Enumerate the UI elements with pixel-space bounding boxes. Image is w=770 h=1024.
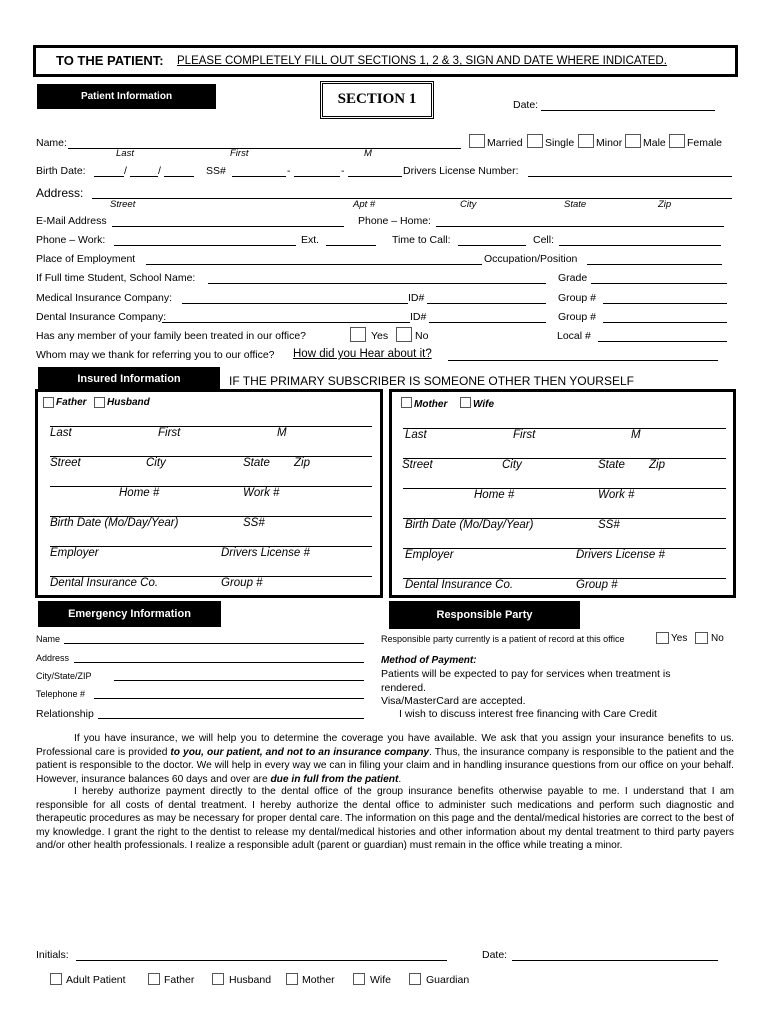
drivers-license-label: Drivers License Number: (403, 165, 519, 177)
minor-label: Minor (596, 137, 623, 149)
responsible-yes-checkbox[interactable] (656, 632, 669, 644)
dental-ins-label: Dental Insurance Company: (36, 311, 167, 323)
email-field[interactable] (112, 226, 344, 227)
time-to-call-label: Time to Call: (392, 234, 451, 246)
minor-checkbox[interactable] (578, 134, 594, 148)
insured-note: IF THE PRIMARY SUBSCRIBER IS SOMEONE OTHER THEN YOURSELF (229, 374, 634, 388)
insured-left-dl: Drivers License # (221, 547, 310, 559)
insured-info-title: Insured Information (38, 367, 220, 392)
name-sub-m: M (364, 148, 372, 159)
treated-yes-checkbox[interactable] (350, 327, 366, 342)
insured-right-dental: Dental Insurance Co. (405, 579, 514, 591)
phone-work-field[interactable] (114, 245, 296, 246)
hear-about-label: How did you Hear about it? (293, 348, 432, 360)
treated-yes-label: Yes (371, 330, 389, 342)
occupation-field[interactable] (587, 264, 722, 265)
time-to-call-field[interactable] (458, 245, 526, 246)
school-name-field[interactable] (208, 283, 546, 284)
ss-field-3[interactable] (348, 176, 402, 177)
treated-no-label: No (415, 330, 429, 342)
birth-slash: / (124, 165, 127, 177)
sign-husband-label: Husband (229, 974, 272, 986)
phone-home-field[interactable] (436, 226, 724, 227)
emergency-telephone-field[interactable] (94, 698, 364, 699)
method-of-payment-title: Method of Payment: (381, 655, 477, 666)
to-patient-label: TO THE PATIENT: (56, 53, 164, 68)
ext-field[interactable] (326, 245, 376, 246)
emergency-relationship-field[interactable] (98, 718, 364, 719)
sign-guardian-checkbox[interactable] (409, 973, 421, 985)
mother-label: Mother (414, 399, 448, 410)
insured-left-group: Group # (221, 577, 263, 589)
employment-label: Place of Employment (36, 253, 136, 265)
patient-info-title: Patient Information (37, 84, 216, 109)
insured-right-work: Work # (598, 489, 635, 501)
male-checkbox[interactable] (625, 134, 641, 148)
insured-left-zip: Zip (294, 457, 310, 469)
insurance-paragraph (36, 732, 734, 786)
drivers-license-field[interactable] (528, 176, 732, 177)
adult-patient-checkbox[interactable] (50, 973, 62, 985)
terms-emphasis: due in full from the patient (270, 773, 399, 785)
birth-day-field[interactable] (130, 176, 158, 177)
insured-right-box (389, 389, 736, 598)
address-sub-state: State (564, 199, 587, 210)
employment-field[interactable] (146, 264, 482, 265)
ss-dash: - (287, 165, 291, 177)
initials-field[interactable] (76, 960, 447, 961)
address-sub-city: City (460, 199, 477, 210)
dental-id-field[interactable] (429, 322, 546, 323)
insured-left-birth: Birth Date (Mo/Day/Year) (50, 517, 179, 529)
medical-group-field[interactable] (603, 303, 727, 304)
grade-label: Grade (558, 272, 588, 284)
address-label: Address: (36, 186, 84, 200)
terms-text: If you have insurance, we will help you to determine the coverage you have available. We ask that you assign your insurance benefits to us. Professional care is provided (36, 733, 734, 758)
terms-text: I hereby authorize payment directly to the dental office of the group insurance benefits otherwise payable to me. I understand that I am responsible for all costs of dental treatment. I hereby authorize the dental office to administer such medications and perform such diagnostic and therapeutic procedures as may be necessary for proper dental care. The information on this page and the dental/medical histories are correct to the best of my knowledge. I grant the right to the dentist to release my dental/medical histories and other information about my dental treatment to third party payers and/or other health professionals. I realize a responsible adult (parent or guardian) must remain in the office while treating a minor. (36, 786, 734, 851)
father-checkbox[interactable] (43, 397, 54, 408)
insured-left-first: First (158, 427, 181, 439)
single-label: Single (545, 137, 575, 149)
phone-work-label: Phone – Work: (36, 234, 106, 246)
sign-father-label: Father (164, 974, 195, 986)
medical-group-label: Group # (558, 292, 596, 304)
section-title: SECTION 1 (337, 91, 417, 107)
insured-left-city: City (146, 457, 166, 469)
dental-group-field[interactable] (603, 322, 727, 323)
insured-right-city: City (502, 459, 522, 471)
payment-line-4: I wish to discuss interest free financing with Care Credit (399, 708, 657, 720)
student-label: If Full time Student, School Name: (36, 272, 196, 284)
mother-checkbox[interactable] (401, 397, 412, 408)
husband-checkbox[interactable] (94, 397, 105, 408)
adult-patient-label: Adult Patient (66, 974, 126, 986)
emergency-city-label: City/State/ZIP (36, 671, 92, 681)
insured-right-line-1[interactable] (403, 428, 726, 429)
medical-id-field[interactable] (427, 303, 546, 304)
initials-label: Initials: (36, 949, 69, 961)
single-checkbox[interactable] (527, 134, 543, 148)
local-label: Local # (557, 330, 591, 342)
insured-right-first: First (513, 429, 536, 441)
married-checkbox[interactable] (469, 134, 485, 148)
phone-home-label: Phone – Home: (358, 215, 431, 227)
insured-left-state: State (243, 457, 270, 469)
sign-mother-label: Mother (302, 974, 335, 986)
emergency-city-field[interactable] (114, 680, 364, 681)
married-label: Married (487, 137, 523, 149)
authorization-paragraph (36, 785, 734, 853)
responsible-party-title: Responsible Party (389, 601, 580, 629)
insured-right-line-2[interactable] (403, 458, 726, 459)
ext-label: Ext. (301, 234, 320, 246)
local-field[interactable] (598, 341, 727, 342)
cell-field[interactable] (559, 245, 721, 246)
ss-field-1[interactable] (232, 176, 286, 177)
responsible-no-label: No (711, 633, 724, 644)
wife-checkbox[interactable] (460, 397, 471, 408)
signature-date-label: Date: (482, 949, 508, 961)
address-sub-zip: Zip (658, 199, 672, 210)
referral-question: Whom may we thank for referring you to our office? (36, 349, 275, 361)
treated-question: Has any member of your family been treated in our office? (36, 330, 307, 342)
wife-label: Wife (473, 399, 495, 410)
responsible-yes-label: Yes (671, 633, 688, 644)
emergency-address-field[interactable] (74, 662, 364, 663)
insured-right-last: Last (405, 429, 427, 441)
emergency-name-field[interactable] (64, 643, 364, 644)
insured-left-line-1[interactable] (50, 426, 372, 427)
ss-dash: - (341, 165, 345, 177)
insured-left-home: Home # (119, 487, 160, 499)
emergency-relationship-label: Relationship (36, 708, 94, 720)
husband-label: Husband (107, 397, 150, 408)
insured-right-dl: Drivers License # (576, 549, 665, 561)
sign-wife-checkbox[interactable] (353, 973, 365, 985)
name-sub-first: First (230, 148, 249, 159)
insured-right-street: Street (402, 459, 433, 471)
medical-ins-label: Medical Insurance Company: (36, 292, 172, 304)
instruction-text: PLEASE COMPLETELY FILL OUT SECTIONS 1, 2 & 3, SIGN AND DATE WHERE INDICATED. (177, 55, 667, 67)
occupation-label: Occupation/Position (484, 253, 578, 265)
terms-text: . Thus, the insurance company is responsible to the patient and the patient is responsible to the doctor. We will help in every way we can in filing your claim and in handling insurance questions from our office on your behalf. However, insurance balances 60 days and over are (36, 746, 734, 785)
responsible-question: Responsible party currently is a patient of record at this office (381, 634, 625, 644)
address-field[interactable] (92, 198, 732, 199)
insured-left-dental: Dental Insurance Co. (50, 577, 159, 589)
dental-group-label: Group # (558, 311, 596, 323)
email-label: E-Mail Address (36, 215, 107, 227)
medical-id-label: ID# (408, 292, 425, 304)
insured-left-line-2[interactable] (50, 456, 372, 457)
birth-date-label: Birth Date: (36, 165, 86, 177)
medical-ins-field[interactable] (182, 303, 408, 304)
insured-left-box (35, 389, 383, 598)
emergency-name-label: Name (36, 634, 61, 644)
header-date-field[interactable] (541, 110, 715, 111)
insured-right-ss: SS# (598, 519, 620, 531)
sign-husband-checkbox[interactable] (212, 973, 224, 985)
insured-left-ss: SS# (243, 517, 265, 529)
emergency-address-label: Address (36, 653, 70, 663)
address-sub-street: Street (110, 199, 136, 210)
payment-line-2: rendered. (381, 682, 426, 694)
sign-guardian-label: Guardian (426, 974, 470, 986)
birth-year-field[interactable] (164, 176, 194, 177)
insured-left-work: Work # (243, 487, 280, 499)
insured-right-group: Group # (576, 579, 618, 591)
signature-date-field[interactable] (512, 960, 718, 961)
name-sub-last: Last (116, 148, 134, 159)
insured-right-state: State (598, 459, 625, 471)
insured-right-home: Home # (474, 489, 515, 501)
address-sub-apt: Apt # (353, 199, 376, 210)
name-label: Name: (36, 137, 67, 149)
female-label: Female (687, 137, 723, 149)
cell-label: Cell: (533, 234, 555, 246)
emergency-info-title: Emergency Information (38, 601, 221, 627)
insured-left-last: Last (50, 427, 72, 439)
birth-slash: / (158, 165, 161, 177)
payment-line-3: Visa/MasterCard are accepted. (381, 695, 526, 707)
dental-ins-field[interactable] (162, 322, 410, 323)
ss-field-2[interactable] (294, 176, 340, 177)
insured-left-employer: Employer (50, 547, 99, 559)
sign-father-checkbox[interactable] (148, 973, 160, 985)
dental-id-label: ID# (410, 311, 427, 323)
male-label: Male (643, 137, 666, 149)
insured-right-birth: Birth Date (Mo/Day/Year) (405, 519, 534, 531)
sign-wife-label: Wife (370, 974, 391, 986)
insured-left-line-3[interactable] (50, 486, 372, 487)
payment-line-1: Patients will be expected to pay for services when treatment is (381, 668, 671, 680)
insured-right-line-3[interactable] (403, 488, 726, 489)
father-label: Father (56, 397, 87, 408)
insured-right-zip: Zip (649, 459, 665, 471)
referral-field[interactable] (448, 360, 718, 361)
terms-emphasis: to you, our patient, and not to an insurance company (170, 746, 430, 758)
responsible-no-checkbox[interactable] (695, 632, 708, 644)
grade-field[interactable] (591, 283, 727, 284)
terms-text: . (398, 773, 402, 785)
insured-left-street: Street (50, 457, 81, 469)
sign-mother-checkbox[interactable] (286, 973, 298, 985)
female-checkbox[interactable] (669, 134, 685, 148)
emergency-telephone-label: Telephone # (36, 689, 86, 699)
insured-right-m: M (631, 429, 641, 441)
birth-month-field[interactable] (94, 176, 124, 177)
insured-left-m: M (277, 427, 287, 439)
ss-label: SS# (206, 165, 226, 177)
treated-no-checkbox[interactable] (396, 327, 412, 342)
insured-right-employer: Employer (405, 549, 454, 561)
header-date-label: Date: (513, 99, 539, 111)
